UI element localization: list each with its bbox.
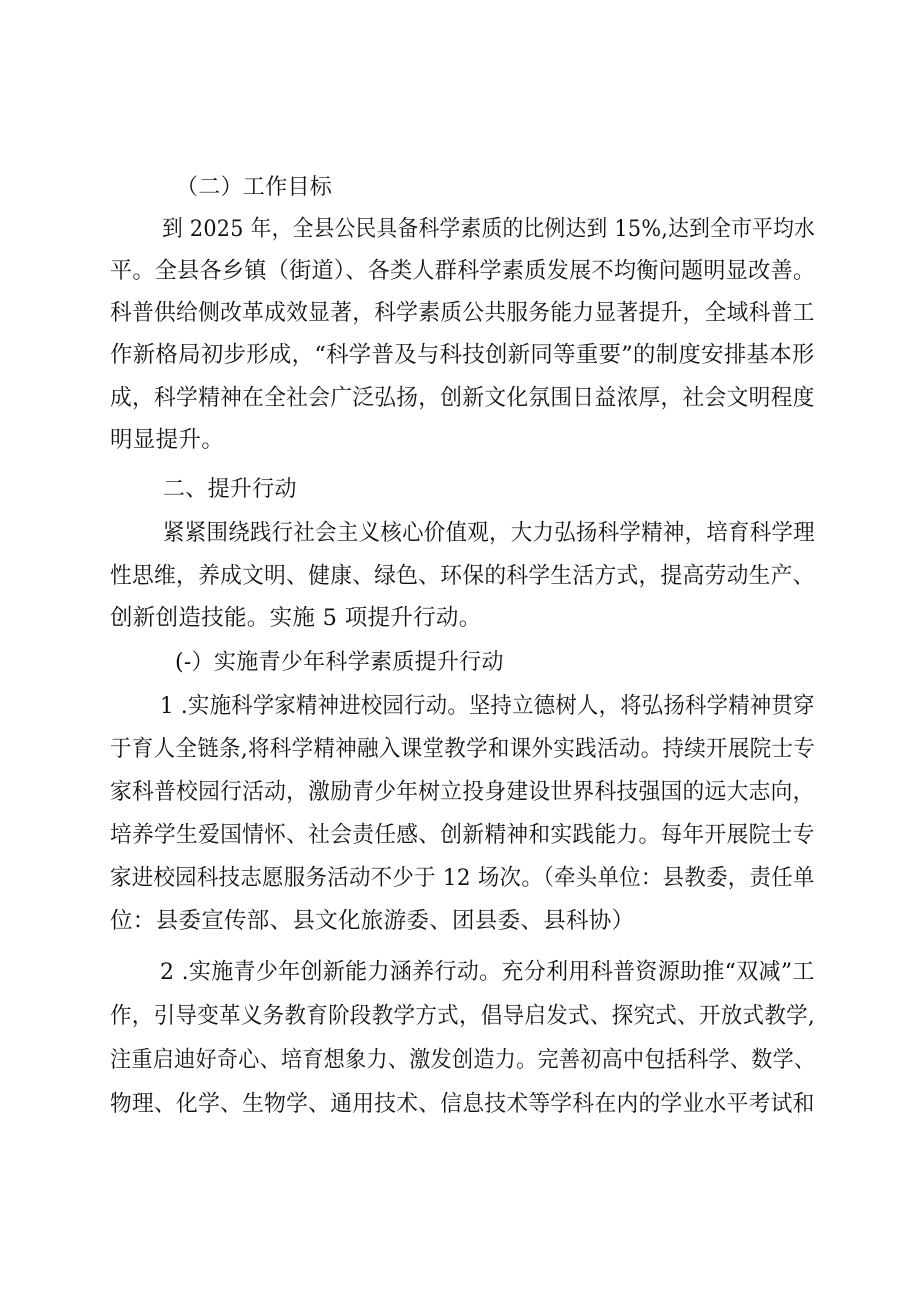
section-heading-goals: （二）工作目标 <box>176 175 333 200</box>
action-line-1: 紧紧围绕践行社会主义核心价值观，大力弘扬科学精神，培育科学理 <box>163 520 816 546</box>
goal-line-6: 明显提升。 <box>110 427 225 453</box>
section-heading-actions: 二、提升行动 <box>163 477 297 502</box>
item1-line-4: 培养学生爱国情怀、社会责任感、创新精神和实践能力。每年开展院士专 <box>110 822 815 848</box>
item2-line-3: 注重启迪好奇心、培育想象力、激发创造力。完善初高中包括科学、数学、 <box>110 1047 816 1073</box>
item1-line-3: 家科普校园行活动，激励青少年树立投身建设世界科技强国的远大志向， <box>110 779 815 805</box>
item1-line-5: 家进校园科技志愿服务活动不少于 12 场次。（牵头单位：县教委，责任单 <box>110 865 815 891</box>
item1-line-2: 于育人全链条,将科学精神融入课堂教学和课外实践活动。持续开展院士专 <box>110 736 816 762</box>
item1-line-1: 1 .实施科学家精神进校园行动。坚持立德树人，将弘扬科学精神贯穿 <box>160 693 815 719</box>
item2-line-1: 2 .实施青少年创新能力涵养行动。充分利用科普资源助推“双减”工 <box>160 959 815 985</box>
action-line-3: 创新创造技能。实施 5 项提升行动。 <box>110 605 482 631</box>
goal-line-4: 作新格局初步形成，“科学普及与科技创新同等重要”的制度安排基本形 <box>110 342 815 368</box>
item1-line-6: 位：县委宣传部、县文化旅游委、团县委、县科协） <box>110 908 635 934</box>
goal-line-1: 到 2025 年，全县公民具备科学素质的比例达到 15%,达到全市平均水 <box>162 216 816 242</box>
goal-line-5: 成，科学精神在全社会广泛弘扬，创新文化氛围日益浓厚，社会文明程度 <box>110 385 815 411</box>
goal-line-2: 平。全县各乡镇（街道）、各类人群科学素质发展不均衡问题明显改善。 <box>110 258 816 284</box>
subsection-heading-youth: (-）实施青少年科学素质提升行动 <box>175 650 504 675</box>
item2-line-2: 作，引导变革义务教育阶段教学方式，倡导启发式、探究式、开放式教学, <box>110 1003 816 1029</box>
item2-line-4: 物理、化学、生物学、通用技术、信息技术等学科在内的学业水平考试和 <box>110 1091 815 1117</box>
goal-line-3: 科普供给侧改革成效显著，科学素质公共服务能力显著提升，全域科普工 <box>110 300 815 326</box>
action-line-2: 性思维，养成文明、健康、绿色、环保的科学生活方式，提高劳动生产、 <box>110 563 815 589</box>
